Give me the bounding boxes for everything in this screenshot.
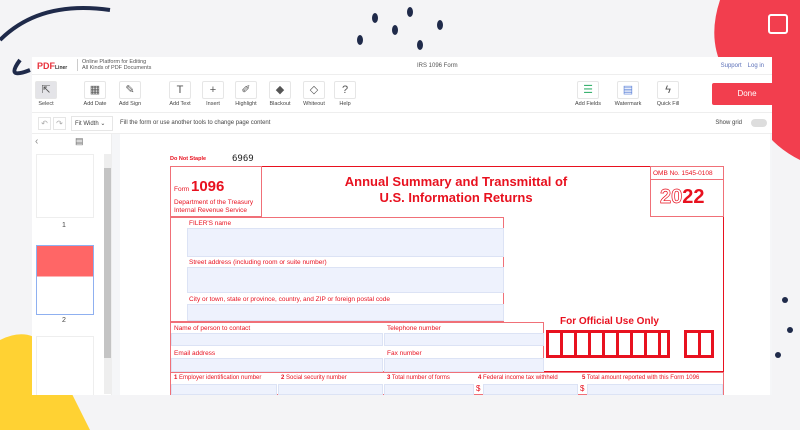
select-label: Select <box>38 101 54 107</box>
tagline-1: Online Platform for Editing <box>82 59 147 65</box>
form-code: 6969 <box>232 154 254 164</box>
tax-withheld-field[interactable] <box>483 384 578 395</box>
help-tool[interactable] <box>325 81 365 107</box>
form-title-2: U.S. Information Returns <box>379 190 533 205</box>
cursor-icon: ⇱ <box>35 81 57 99</box>
form-title-1: Annual Summary and Transmittal of <box>344 174 568 189</box>
select-tool[interactable] <box>32 81 66 107</box>
watermark-tool[interactable] <box>608 81 648 107</box>
box1-num: 1 <box>174 375 178 381</box>
box5-label: Total amount reported with this Form 1096 <box>586 375 700 381</box>
email-label: Email address <box>174 350 216 357</box>
ssn-field[interactable] <box>278 384 383 395</box>
omb-number: OMB No. 1545-0108 <box>653 170 713 177</box>
support-link[interactable]: Support <box>720 63 742 69</box>
whiteout-label: Whiteout <box>303 101 325 107</box>
add-date-label: Add Date <box>83 101 107 107</box>
login-link[interactable]: Log in <box>747 63 764 69</box>
fax-field[interactable] <box>384 358 544 372</box>
logo[interactable] <box>37 61 67 71</box>
header <box>32 57 772 75</box>
ein-field[interactable] <box>171 384 277 395</box>
street-field[interactable] <box>187 267 504 293</box>
help-icon: ? <box>334 81 356 99</box>
page-number-2: 2 <box>62 317 66 324</box>
logo-sub: Liner <box>55 65 68 71</box>
quick-fill-label: Quick Fill <box>656 101 680 107</box>
dollar-5: $ <box>580 384 585 393</box>
contact-field[interactable] <box>171 333 383 346</box>
chevron-down-icon: ⌄ <box>100 121 106 127</box>
city-field[interactable] <box>187 304 504 321</box>
city-label: City or town, state or province, country, and ZIP or foreign postal code <box>189 296 390 303</box>
do-not-staple: Do Not Staple <box>170 156 207 162</box>
filer-name-field[interactable] <box>187 228 504 257</box>
fax-label: Fax number <box>387 350 422 357</box>
box3-label: Total number of forms <box>391 375 450 381</box>
app-window <box>32 57 772 395</box>
phone-field[interactable] <box>384 333 544 346</box>
official-use-boxes-2 <box>684 330 714 358</box>
watermark-icon: ▤ <box>617 81 639 99</box>
dept-1: Department of the Treasury <box>174 199 254 206</box>
plus-icon: + <box>202 81 224 99</box>
total-forms-field[interactable] <box>384 384 474 395</box>
add-date-tool[interactable] <box>75 81 115 107</box>
sidebar-scrollbar[interactable] <box>104 154 111 394</box>
email-field[interactable] <box>171 358 383 372</box>
tagline-2: All Kinds of PDF Documents <box>82 65 152 71</box>
signature-icon: ✎ <box>119 81 141 99</box>
show-grid-label: Show grid <box>715 120 742 126</box>
filer-name-label: FILER'S name <box>189 220 232 227</box>
street-label: Street address (including room or suite number) <box>189 259 327 266</box>
add-fields-tool[interactable] <box>568 81 608 107</box>
redo-button[interactable]: ↷ <box>53 117 66 130</box>
box2-label: Social security number <box>286 375 347 381</box>
done-button[interactable]: Done <box>712 83 772 105</box>
quick-fill-tool[interactable] <box>648 81 688 107</box>
watermark-label: Watermark <box>614 101 642 107</box>
calendar-icon: ▦ <box>84 81 106 99</box>
box1-label: Employer identification number <box>179 375 262 381</box>
page-thumbnail-2[interactable] <box>36 245 94 315</box>
add-text-label: Add Text <box>169 101 191 107</box>
sub-toolbar <box>32 113 772 134</box>
page-thumbnail-1[interactable] <box>36 154 94 218</box>
lightning-icon: ϟ <box>657 81 679 99</box>
text-icon: T <box>169 81 191 99</box>
logo-text: PDF <box>37 61 55 71</box>
total-amount-field[interactable] <box>587 384 723 395</box>
box2-num: 2 <box>281 375 285 381</box>
highlighter-icon: ✐ <box>235 81 257 99</box>
page-sidebar <box>32 134 112 395</box>
help-label: Help <box>339 101 351 107</box>
blackout-label: Blackout <box>269 101 291 107</box>
document-canvas <box>112 134 772 395</box>
highlight-label: Highlight <box>235 101 257 107</box>
contact-label: Name of person to contact <box>174 325 251 332</box>
tagline <box>77 59 151 71</box>
add-sign-label: Add Sign <box>118 101 142 107</box>
omb-divider <box>650 179 724 180</box>
show-grid-toggle[interactable] <box>751 119 767 127</box>
document-title: IRS 1096 Form <box>417 63 458 69</box>
box4-num: 4 <box>478 375 482 381</box>
form-number: 1096 <box>190 178 225 195</box>
collapse-icon[interactable]: ‹ <box>35 136 39 147</box>
page-thumbnail-3[interactable] <box>36 336 94 395</box>
hint-text: Fill the form or use another tools to change page content <box>120 120 271 126</box>
dollar-4: $ <box>476 384 481 393</box>
add-fields-label: Add Fields <box>575 101 601 107</box>
zoom-select[interactable] <box>71 116 113 131</box>
fields-icon: ☰ <box>577 81 599 99</box>
form-label: Form <box>174 186 190 193</box>
undo-button[interactable]: ↶ <box>38 117 51 130</box>
pdf-icon <box>768 14 788 34</box>
official-use-label: For Official Use Only <box>560 316 659 327</box>
page-settings-icon[interactable]: ▤ <box>75 136 84 146</box>
page-number-1: 1 <box>62 222 66 229</box>
blackout-icon: ◆ <box>269 81 291 99</box>
dept-2: Internal Revenue Service <box>174 207 247 214</box>
box4-label: Federal income tax withheld <box>483 375 558 381</box>
form-page <box>120 134 770 395</box>
official-use-boxes <box>546 330 670 358</box>
year-solid: 22 <box>682 186 705 208</box>
add-sign-tool[interactable] <box>110 81 150 107</box>
phone-label: Telephone number <box>387 325 441 332</box>
toolbar <box>32 75 772 113</box>
insert-label: Insert <box>206 101 220 107</box>
box5-num: 5 <box>582 375 586 381</box>
eraser-icon: ◇ <box>303 81 325 99</box>
year-outline: 20 <box>660 186 683 208</box>
zoom-value: Fit Width <box>75 121 99 127</box>
box3-num: 3 <box>387 375 391 381</box>
